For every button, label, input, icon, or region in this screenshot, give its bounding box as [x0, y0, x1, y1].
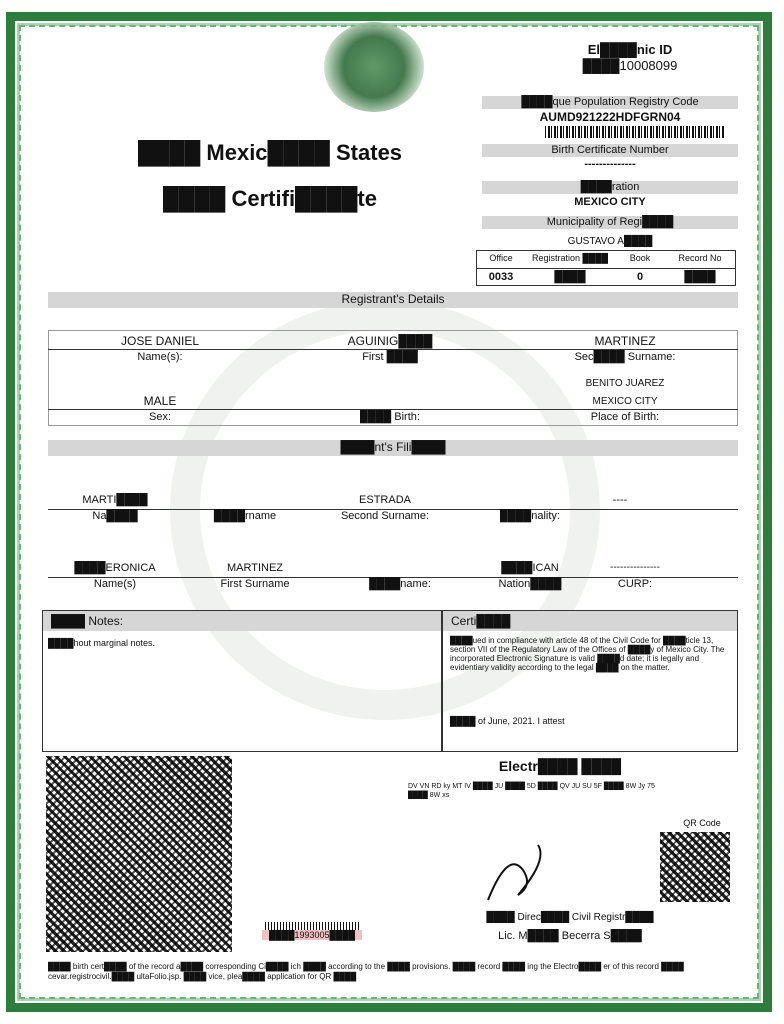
handwritten-signature	[478, 840, 558, 910]
entity-label: ████ration	[482, 181, 738, 194]
signer-title: ████ Direc████ Civil Registr████	[486, 912, 654, 923]
small-qr-code-icon	[660, 832, 730, 902]
registrant-first-surname-label: First ████	[362, 351, 418, 363]
parent2-name: ████ERONICA	[74, 562, 156, 574]
divider	[48, 409, 738, 410]
qr-code-label: QR Code	[683, 818, 721, 828]
marginal-notes-title: ████ Notes:	[43, 611, 441, 631]
registrant-sex: MALE	[143, 394, 177, 408]
marginal-notes-box	[42, 610, 442, 752]
registrant-first-surname: AGUINIG████	[347, 334, 433, 348]
table-book-value: 0	[636, 271, 644, 283]
certification-date: ████ of June, 2021. I attest	[450, 716, 565, 726]
certification-box	[442, 610, 738, 752]
table-header-book: Book	[629, 253, 651, 263]
parent1-second-surname-label: Second Surname:	[340, 510, 430, 522]
signature-hash: DV VN RD ky MT IV ████ JU ████ 5D ████ QV JU SU 5F ████ 8W Jy 75 ████ 8W xs	[408, 783, 655, 799]
parent2-nationality-label: Nation████	[498, 578, 562, 590]
birth-cert-value: --------------	[584, 158, 636, 170]
parent1-name: MARTI████	[82, 494, 148, 506]
registrant-name-label: Name(s):	[137, 351, 183, 363]
registrant-name: JOSE DANIEL	[120, 334, 200, 348]
table-office-value: 0033	[488, 271, 514, 283]
registrant-dob-label: ████ Birth:	[360, 411, 420, 423]
title-document: ████ Certifi████te	[163, 186, 377, 211]
filiation-section-title: ████nt's Fili████	[48, 440, 738, 456]
electronic-id-label: El████nic ID	[587, 42, 673, 57]
parent1-first-surname-label: ████rname	[213, 510, 277, 522]
qr-code-icon	[46, 756, 232, 952]
table-header-record-no: Record No	[678, 253, 722, 263]
table-header-office: Office	[489, 253, 513, 263]
electronic-id-value: ████10008099	[582, 58, 678, 73]
registrant-second-surname-label: Sec████ Surname:	[574, 351, 676, 363]
parent2-first-surname-label: First Surname	[220, 578, 290, 590]
municipality-label: Municipality of Regi████	[482, 216, 738, 229]
certification-text: ████ued in compliance with article 48 of the Civil Code for ████ticle 13, section VII of the Regulatory Law of the Offices of ████y of Mexico City. The incorporated Electronic Signature is valid ████d date; it is legally and evidentiary validity according to the legal ████ on the matter.	[450, 636, 725, 672]
table-registration-value: ████	[554, 271, 586, 283]
birth-cert-label: Birth Certificate Number	[482, 144, 738, 157]
registrant-section-title: Registrant's Details	[48, 292, 738, 308]
table-header-registration: Registration ████	[531, 253, 609, 263]
parent2-second-surname-label: ████name:	[369, 578, 431, 590]
entity-value: MEXICO CITY	[574, 196, 646, 208]
place-of-birth-label: Place of Birth:	[590, 411, 660, 423]
record-table	[476, 250, 736, 286]
parent1-nationality-label: ████nality:	[500, 510, 560, 522]
footer-text: ████ birth cert████ of the record a████ corresponding Ci████ ich ████ according to the ████ provisions. ████ record ████ ing the Electro████ er of this record ████ cevar.registrocivil.████ ultaFolio.jsp. ████ vice, plea████ application for QR ████	[48, 962, 684, 981]
table-divider	[477, 268, 735, 269]
national-seal-icon	[324, 22, 424, 112]
parent1-name-label: Na████	[92, 510, 138, 522]
title-country: ████ Mexic████ States	[137, 140, 403, 165]
certification-title: Certi████	[443, 611, 737, 631]
electronic-signature-title: Electr████ ████	[498, 758, 622, 774]
curp-label: ████que Population Registry Code	[482, 96, 738, 109]
parent2-nationality: ████ICAN	[501, 562, 559, 574]
parent1-curp: ----	[612, 494, 628, 506]
parent1-second-surname: ESTRADA	[359, 494, 411, 506]
parent2-curp-label: CURP:	[617, 578, 653, 590]
marginal-notes-text: ████hout marginal notes.	[48, 638, 156, 648]
divider	[48, 349, 738, 350]
barcode	[265, 922, 360, 930]
municipality-value: GUSTAVO A████	[567, 236, 653, 247]
registrant-sex-label: Sex:	[148, 411, 171, 423]
signer-name: Lic. M████ Becerra S████	[498, 930, 642, 942]
barcode-number: ████1993005████	[262, 930, 362, 940]
table-record-value: ████	[684, 271, 716, 283]
parent2-first-surname: MARTINEZ	[226, 562, 284, 574]
parent2-curp: ---------------	[610, 562, 660, 573]
parent2-name-label: Name(s)	[93, 578, 137, 590]
curp-value: AUMD921222HDFGRN04	[539, 110, 681, 124]
registrant-second-surname: MARTINEZ	[594, 334, 656, 348]
place-of-birth-line2: MEXICO CITY	[592, 396, 658, 407]
curp-barcode	[545, 126, 725, 138]
place-of-birth-line1: BENITO JUAREZ	[585, 378, 665, 389]
